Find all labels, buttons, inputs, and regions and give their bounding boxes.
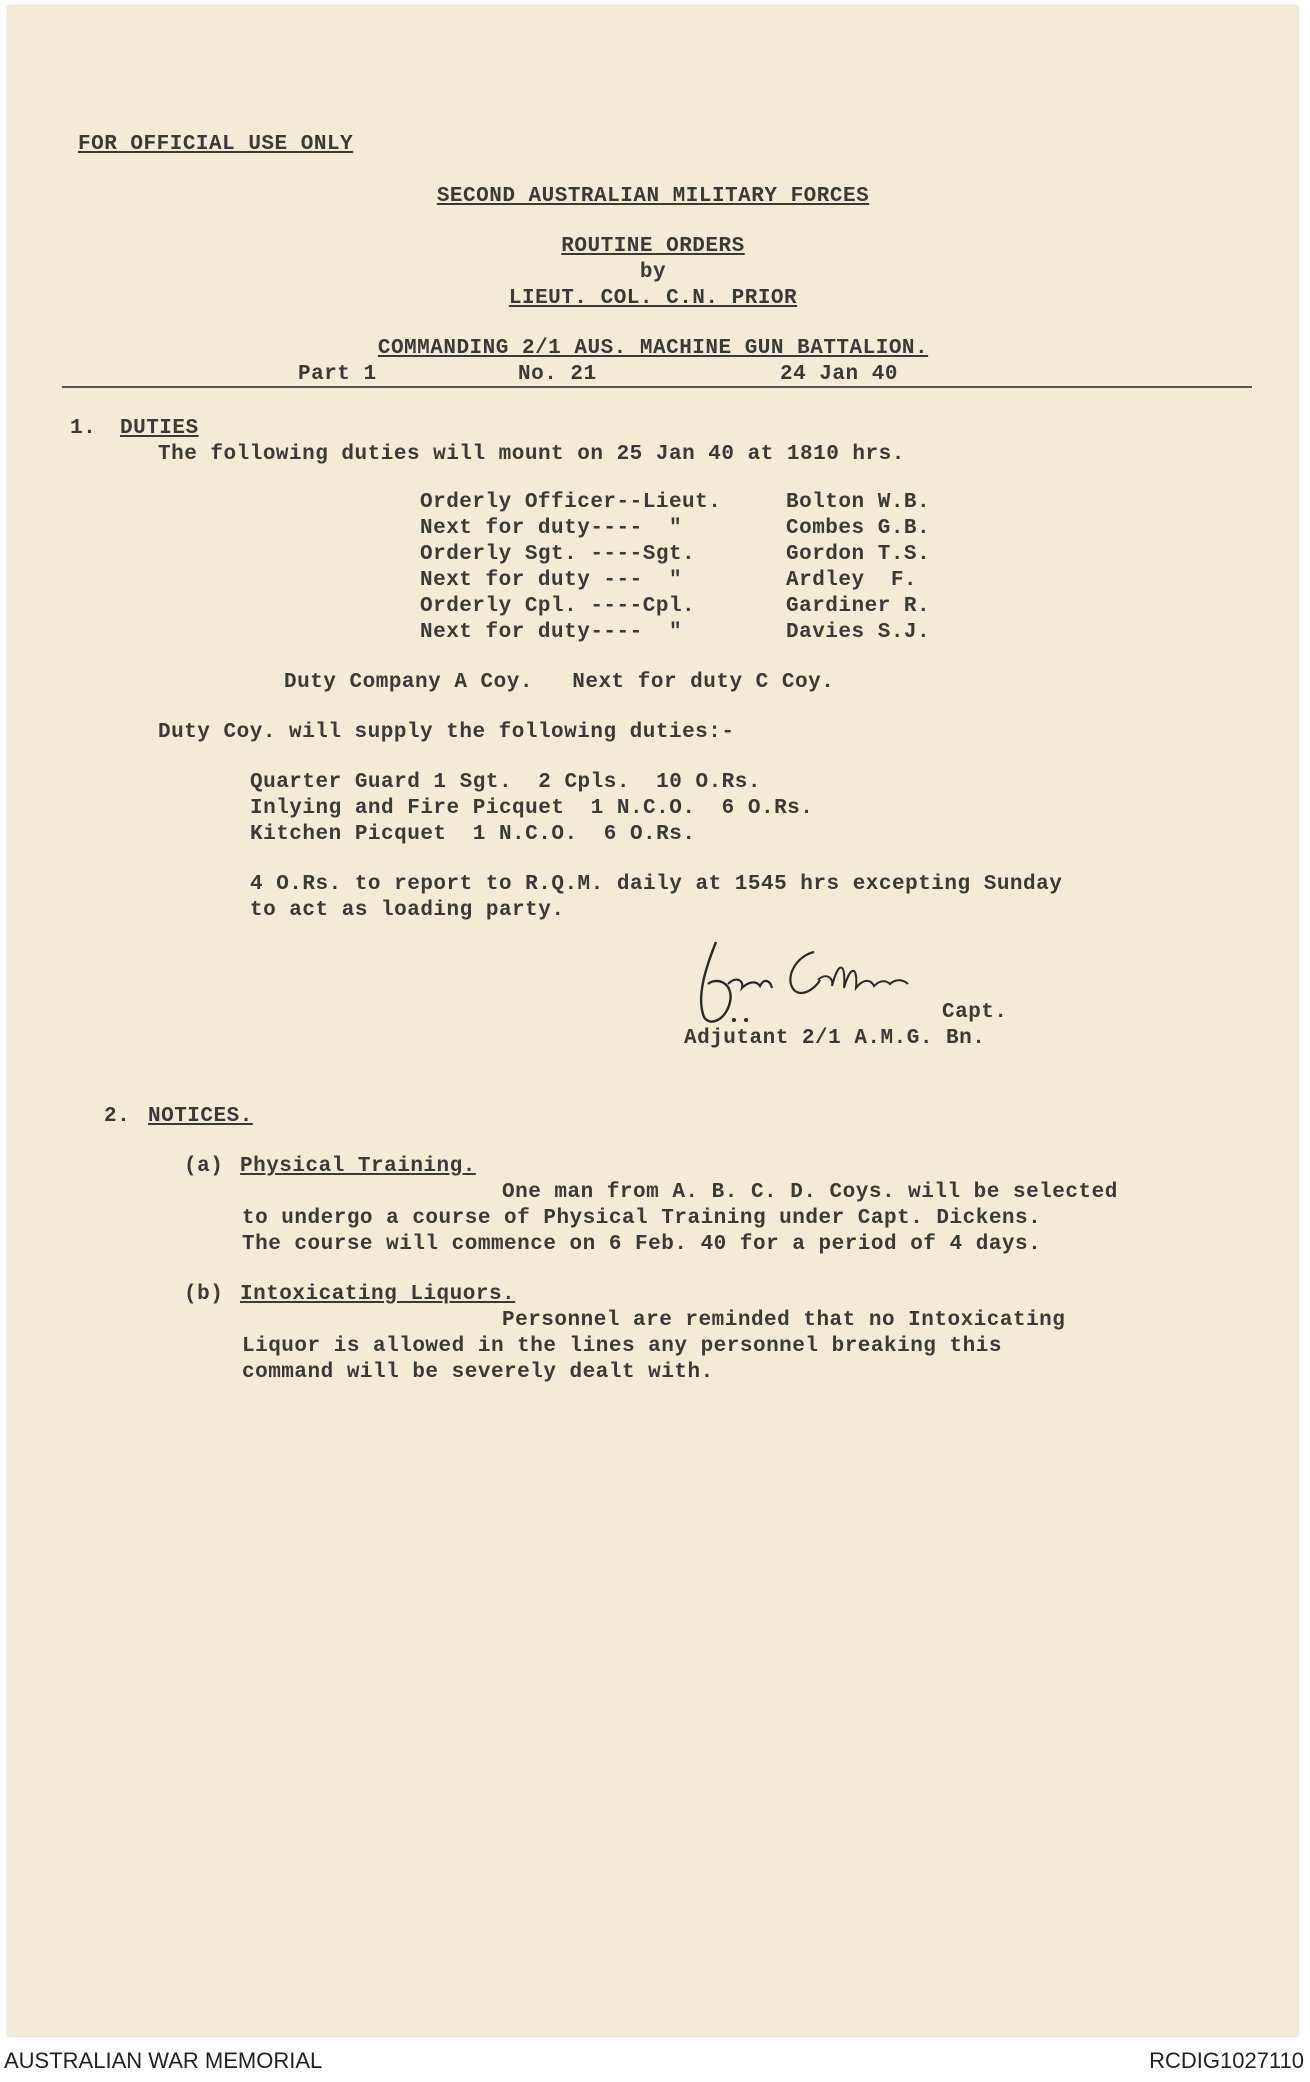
footer-source: AUSTRALIAN WAR MEMORIAL bbox=[4, 2048, 323, 2073]
supply-line: Kitchen Picquet 1 N.C.O. 6 O.Rs. bbox=[250, 823, 696, 846]
roster-role: Orderly Sgt. ----Sgt. bbox=[420, 543, 696, 566]
by-label: by bbox=[639, 261, 667, 284]
part-label: Part 1 bbox=[298, 363, 377, 386]
notice-a-label: (a) bbox=[184, 1155, 224, 1178]
roster-name: Bolton W.B. bbox=[786, 491, 931, 514]
roster-role: Next for duty---- " bbox=[420, 621, 683, 644]
roster-role: Orderly Officer--Lieut. bbox=[420, 491, 722, 514]
order-number: No. 21 bbox=[518, 363, 597, 386]
section-2-number: 2. bbox=[104, 1105, 131, 1128]
notice-a-line: to undergo a course of Physical Training under Capt. Dickens. bbox=[242, 1207, 1042, 1230]
section-1-number: 1. bbox=[70, 417, 97, 440]
notice-a-line: The course will commence on 6 Feb. 40 for a period of 4 days. bbox=[242, 1233, 1042, 1256]
roster-name: Gordon T.S. bbox=[786, 543, 931, 566]
loading-party-line-2: to act as loading party. bbox=[250, 899, 565, 922]
command-line: COMMANDING 2/1 AUS. MACHINE GUN BATTALION. bbox=[377, 337, 929, 360]
roster-role: Orderly Cpl. ----Cpl. bbox=[420, 595, 696, 618]
roster-role: Next for duty --- " bbox=[420, 569, 683, 592]
notice-b-label: (b) bbox=[184, 1283, 224, 1306]
roster-name: Gardiner R. bbox=[786, 595, 931, 618]
notice-b-line: Personnel are reminded that no Intoxicating bbox=[502, 1309, 1066, 1332]
supply-line: Inlying and Fire Picquet 1 N.C.O. 6 O.Rs. bbox=[250, 797, 814, 820]
section-2-heading: NOTICES. bbox=[148, 1105, 253, 1128]
header-rule bbox=[62, 386, 1252, 388]
roster-name: Combes G.B. bbox=[786, 517, 931, 540]
notice-b-title: Intoxicating Liquors. bbox=[240, 1283, 516, 1306]
supply-intro: Duty Coy. will supply the following duties:- bbox=[158, 721, 735, 744]
signatory-title: Adjutant 2/1 A.M.G. Bn. bbox=[684, 1027, 986, 1050]
force-heading: SECOND AUSTRALIAN MILITARY FORCES bbox=[436, 185, 870, 208]
duties-intro: The following duties will mount on 25 Jan 40 at 1810 hrs. bbox=[158, 443, 905, 466]
notice-a-line: One man from A. B. C. D. Coys. will be selected bbox=[502, 1181, 1118, 1204]
supply-line: Quarter Guard 1 Sgt. 2 Cpls. 10 O.Rs. bbox=[250, 771, 761, 794]
roster-name: Ardley F. bbox=[786, 569, 918, 592]
orders-title: ROUTINE ORDERS bbox=[561, 235, 745, 258]
classification-label: FOR OFFICIAL USE ONLY bbox=[78, 133, 354, 156]
loading-party-line-1: 4 O.Rs. to report to R.Q.M. daily at 1545 hrs excepting Sunday bbox=[250, 873, 1063, 896]
roster-role: Next for duty---- " bbox=[420, 517, 683, 540]
roster-name: Davies S.J. bbox=[786, 621, 931, 644]
footer-id: RCDIG1027110 bbox=[1149, 2048, 1304, 2073]
signatory-rank: Capt. bbox=[942, 1001, 1008, 1024]
duty-company-line: Duty Company A Coy. Next for duty C Coy. bbox=[284, 671, 835, 694]
document-page bbox=[8, 6, 1298, 2036]
notice-b-line: Liquor is allowed in the lines any personnel breaking this bbox=[242, 1335, 1002, 1358]
officer-name: LIEUT. COL. C.N. PRIOR bbox=[508, 287, 798, 310]
section-1-heading: DUTIES bbox=[120, 417, 199, 440]
order-date: 24 Jan 40 bbox=[780, 363, 898, 386]
adjutant-signature bbox=[686, 922, 936, 1032]
notice-a-title: Physical Training. bbox=[240, 1155, 476, 1178]
notice-b-line: command will be severely dealt with. bbox=[242, 1361, 714, 1384]
